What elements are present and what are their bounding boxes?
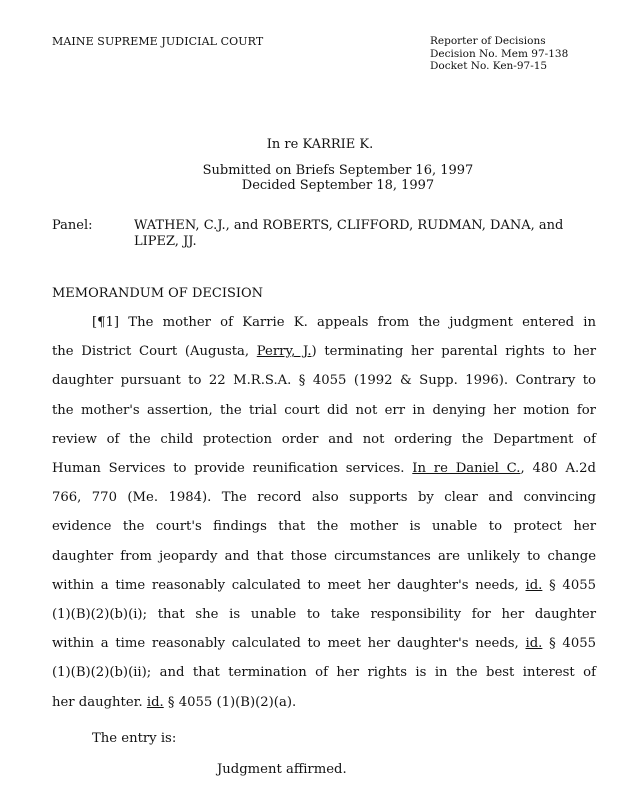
citation-underlined: Perry, J.	[256, 344, 312, 360]
submitted-date: Submitted on Briefs September 16, 1997	[202, 163, 474, 178]
opinion-line	[52, 373, 596, 389]
opinion-text: (1)(B)(2)(b)(i); that she is unable to take responsibility for her daughter	[52, 607, 596, 622]
opinion-text: the District Court (Augusta,	[52, 344, 257, 360]
opinion-text: § 4055 (1)(B)(2)(a).	[163, 694, 297, 710]
court-name: MAINE SUPREME JUDICIAL COURT	[52, 35, 264, 48]
opinion-text: (1)(B)(2)(b)(ii); and that termination of her rights is in the best interest of	[52, 665, 596, 681]
opinion-text: evidence the court's findings that the mother is unable to protect her	[52, 519, 596, 535]
opinion-text: daughter from jeopardy and that those circumstances are unlikely to change	[52, 548, 596, 564]
opinion-line	[52, 490, 596, 506]
judgment-text: Judgment affirmed.	[217, 762, 347, 777]
reporter-block	[430, 35, 568, 73]
memorandum-heading: MEMORANDUM OF DECISION	[52, 286, 264, 301]
opinion-text: [¶1] The mother of Karrie K. appeals from the judgment entered in	[92, 315, 596, 330]
case-title: In re KARRIE K.	[266, 137, 374, 152]
opinion-text: review of the child protection order and not ordering the Department of	[52, 431, 596, 447]
opinion-line	[52, 461, 596, 477]
opinion-line	[52, 344, 596, 360]
docket-number: Docket No. Ken-97-15	[430, 60, 548, 72]
opinion-text: , 480 A.2d	[520, 461, 596, 476]
opinion-line	[52, 695, 596, 711]
case-dates	[0, 163, 640, 193]
opinion-text: within a time reasonably calculated to meet her daughter's needs,	[52, 577, 526, 593]
opinion-line	[52, 607, 596, 623]
panel-justices: WATHEN, C.J., and ROBERTS, CLIFFORD, RUDMAN, DANA, and LIPEZ, JJ.	[134, 218, 564, 249]
opinion-line	[52, 578, 596, 594]
opinion-text: Human Services to provide reunification services.	[52, 461, 413, 476]
opinion-text: within a time reasonably calculated to meet her daughter's needs,	[52, 636, 526, 652]
citation-underlined: id.	[146, 694, 164, 710]
citation-underlined: In re Daniel C.	[412, 461, 521, 476]
opinion-text: 766, 770 (Me. 1984). The record also supports by clear and convincing	[52, 490, 596, 506]
opinion-text: ) terminating her parental rights to her	[311, 344, 596, 360]
decided-date: Decided September 18, 1997	[241, 178, 435, 193]
reporter-label: Reporter of Decisions	[430, 35, 546, 47]
entry-label: The entry is:	[92, 731, 177, 746]
panel-label: Panel:	[52, 218, 93, 233]
opinion-text: § 4055	[542, 636, 596, 652]
decision-number: Decision No. Mem 97-138	[430, 47, 569, 60]
opinion-line	[52, 519, 596, 535]
opinion-text: her daughter.	[52, 694, 147, 710]
opinion-line	[52, 665, 596, 681]
opinion-text: § 4055	[542, 577, 596, 593]
opinion-line	[52, 549, 596, 565]
opinion-line	[52, 432, 596, 448]
opinion-line	[92, 315, 596, 331]
citation-underlined: id.	[525, 636, 543, 652]
opinion-line	[52, 403, 596, 419]
opinion-line	[52, 636, 596, 652]
citation-underlined: id.	[525, 577, 543, 593]
opinion-text: the mother's assertion, the trial court did not err in denying her motion for	[52, 402, 596, 418]
opinion-text: daughter pursuant to 22 M.R.S.A. § 4055 (1992 & Supp. 1996). Contrary to	[52, 373, 596, 389]
